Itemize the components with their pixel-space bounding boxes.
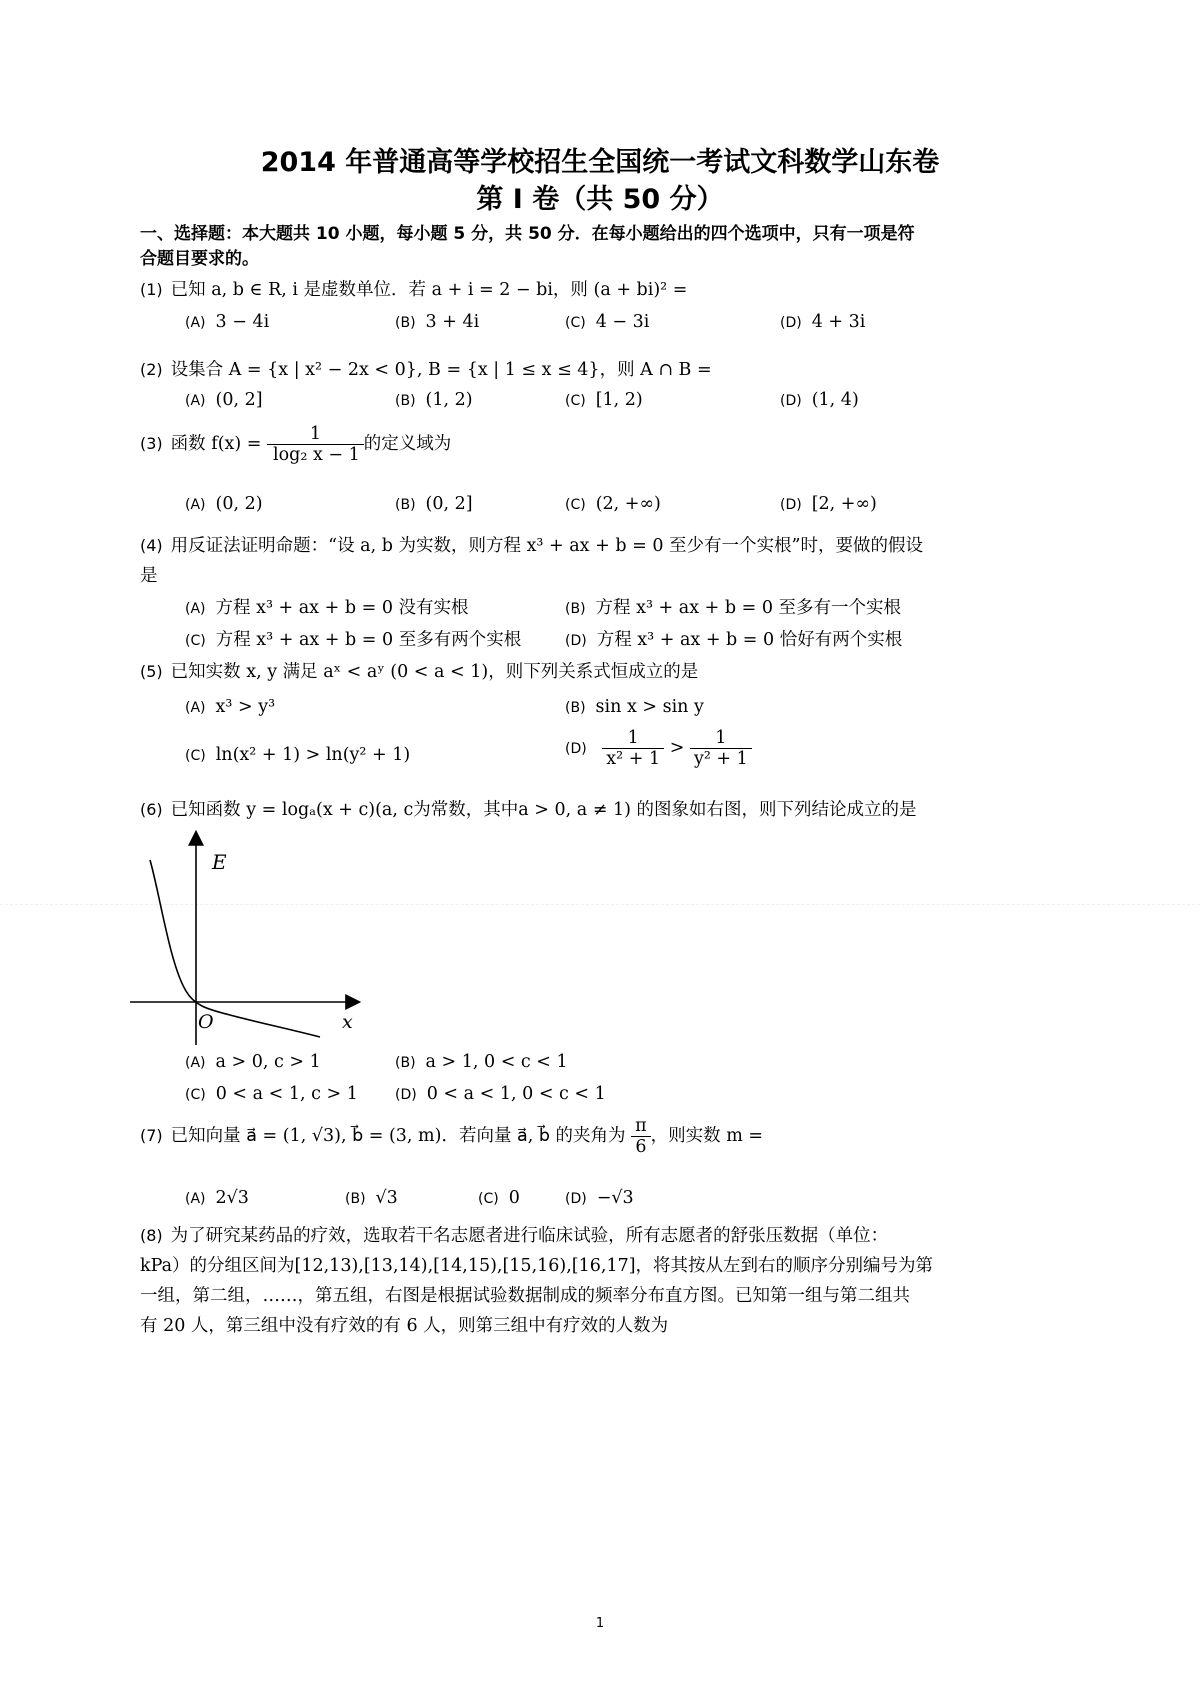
question-number: (4) xyxy=(140,536,163,555)
option-b: (B) sin x > sin y xyxy=(565,697,704,717)
option-c: (C) 0 xyxy=(478,1188,520,1208)
option-d: (D) −√3 xyxy=(565,1188,634,1208)
section-instructions-line1: 一、选择题：本大题共 10 小题，每小题 5 分，共 50 分．在每小题给出的四个选项中，只有一项是符 xyxy=(140,224,915,244)
option-b: (B) (0, 2] xyxy=(395,494,473,514)
question-4 xyxy=(140,532,923,557)
option-d: (D) [2, +∞) xyxy=(780,494,877,514)
option-a: (A) 2√3 xyxy=(185,1188,249,1208)
question-3: (3) 函数 f(x) = $\frac{1}{\text{log₂ x − 1}}$ 的定义域为 xyxy=(140,424,452,466)
question-6 xyxy=(140,796,917,821)
option-a: (A) a > 0, c > 1 xyxy=(185,1052,321,1072)
question-stem: 已知 a, b ∈ R, i 是虚数单位．若 a + i = 2 − bi，则 (a + bi)² = xyxy=(170,280,688,300)
option-c: (C) [1, 2) xyxy=(565,390,643,410)
exam-title: 2014 年普通高等学校招生全国统一考试文科数学山东卷 xyxy=(260,147,940,178)
option-c: (C) (2, +∞) xyxy=(565,494,661,514)
question-number: (7) xyxy=(140,1126,163,1146)
question-7: (7) 已知向量 a⃗ = (1, √3), b⃗ = (3, m)．若向量 a⃗, b⃗ 的夹角为 $\frac{\pi}{6}$ ，则实数 m = xyxy=(140,1116,764,1158)
page-number: 1 xyxy=(595,1616,605,1631)
fraction: $\frac{1}{\text{log₂ x − 1}}$ xyxy=(267,424,364,465)
option-d: (D) 4 + 3i xyxy=(780,312,866,332)
fraction: $\frac{\pi}{6}$ xyxy=(631,1116,651,1157)
option-b: (B) (1, 2) xyxy=(395,390,473,410)
question-8 xyxy=(140,1222,888,1247)
question-8-line4: 有 20 人，第三组中没有疗效的有 6 人，则第三组中有疗效的人数为 xyxy=(140,1316,669,1336)
question-stem: 已知实数 x, y 满足 aˣ < aʸ (0 < a < 1)，则下列关系式恒成立的是 xyxy=(170,662,699,682)
axis-label-e: E xyxy=(212,850,227,874)
option-a: (A) x³ > y³ xyxy=(185,697,276,717)
option-b: (B) a > 1, 0 < c < 1 xyxy=(395,1052,568,1072)
question-stem: 已知函数 y = logₐ(x + c)(a, c为常数，其中a > 0, a ≠ 1) 的图象如右图，则下列结论成立的是 xyxy=(170,800,917,820)
function-graph xyxy=(130,825,370,1050)
axis-label-x: x xyxy=(342,1011,353,1033)
option-d: (D) 方程 x³ + ax + b = 0 恰好有两个实根 xyxy=(565,630,903,650)
question-1 xyxy=(140,276,687,301)
section-instructions-line2: 合题目要求的。 xyxy=(140,249,259,269)
option-a: (A) 方程 x³ + ax + b = 0 没有实根 xyxy=(185,598,469,618)
question-stem: 为了研究某药品的疗效，选取若干名志愿者进行临床试验，所有志愿者的舒张压数据（单位： xyxy=(170,1226,889,1246)
option-a: (A) (0, 2) xyxy=(185,494,263,514)
option-d: (D) $\frac{1}{\text{x² + 1}}$ > $\frac{1}{\text{y² + 1}}$ xyxy=(565,728,752,769)
question-number: (2) xyxy=(140,360,163,379)
origin-label: O xyxy=(198,1011,214,1033)
option-c: (C) 0 < a < 1, c > 1 xyxy=(185,1084,358,1104)
option-d: (D) 0 < a < 1, 0 < c < 1 xyxy=(395,1084,606,1104)
option-c: (C) 4 − 3i xyxy=(565,312,650,332)
curve xyxy=(150,860,320,1037)
option-b: (B) 3 + 4i xyxy=(395,312,480,332)
question-number: (1) xyxy=(140,280,163,299)
question-8-line2: kPa）的分组区间为[12,13),[13,14),[14,15),[15,16),[16,17]，将其按从左到右的顺序分别编号为第 xyxy=(140,1256,934,1276)
question-stem: 用反证法证明命题：“设 a, b 为实数，则方程 x³ + ax + b = 0 至少有一个实根”时，要做的假设 xyxy=(170,536,923,556)
question-number: (5) xyxy=(140,662,163,681)
question-stem: 设集合 A = {x | x² − 2x < 0}, B = {x | 1 ≤ x ≤ 4}，则 A ∩ B = xyxy=(170,360,712,380)
option-a: (A) (0, 2] xyxy=(185,390,263,410)
option-b: (B) 方程 x³ + ax + b = 0 至多有一个实根 xyxy=(565,598,902,618)
question-5 xyxy=(140,658,698,683)
question-number: (6) xyxy=(140,800,163,819)
question-8-line3: 一组，第二组，……，第五组，右图是根据试验数据制成的频率分布直方图。已知第一组与第二组共 xyxy=(140,1286,910,1306)
option-d: (D) (1, 4) xyxy=(780,390,859,410)
question-number: (8) xyxy=(140,1226,163,1245)
question-2 xyxy=(140,356,712,381)
option-a: (A) 3 − 4i xyxy=(185,312,270,332)
option-c: (C) ln(x² + 1) > ln(y² + 1) xyxy=(185,745,411,765)
part-title: 第 I 卷（共 50 分） xyxy=(476,184,724,215)
question-number: (3) xyxy=(140,434,163,454)
option-c: (C) 方程 x³ + ax + b = 0 至多有两个实根 xyxy=(185,630,522,650)
question-4-stem-line2: 是 xyxy=(140,566,158,586)
option-b: (B) √3 xyxy=(345,1188,398,1208)
